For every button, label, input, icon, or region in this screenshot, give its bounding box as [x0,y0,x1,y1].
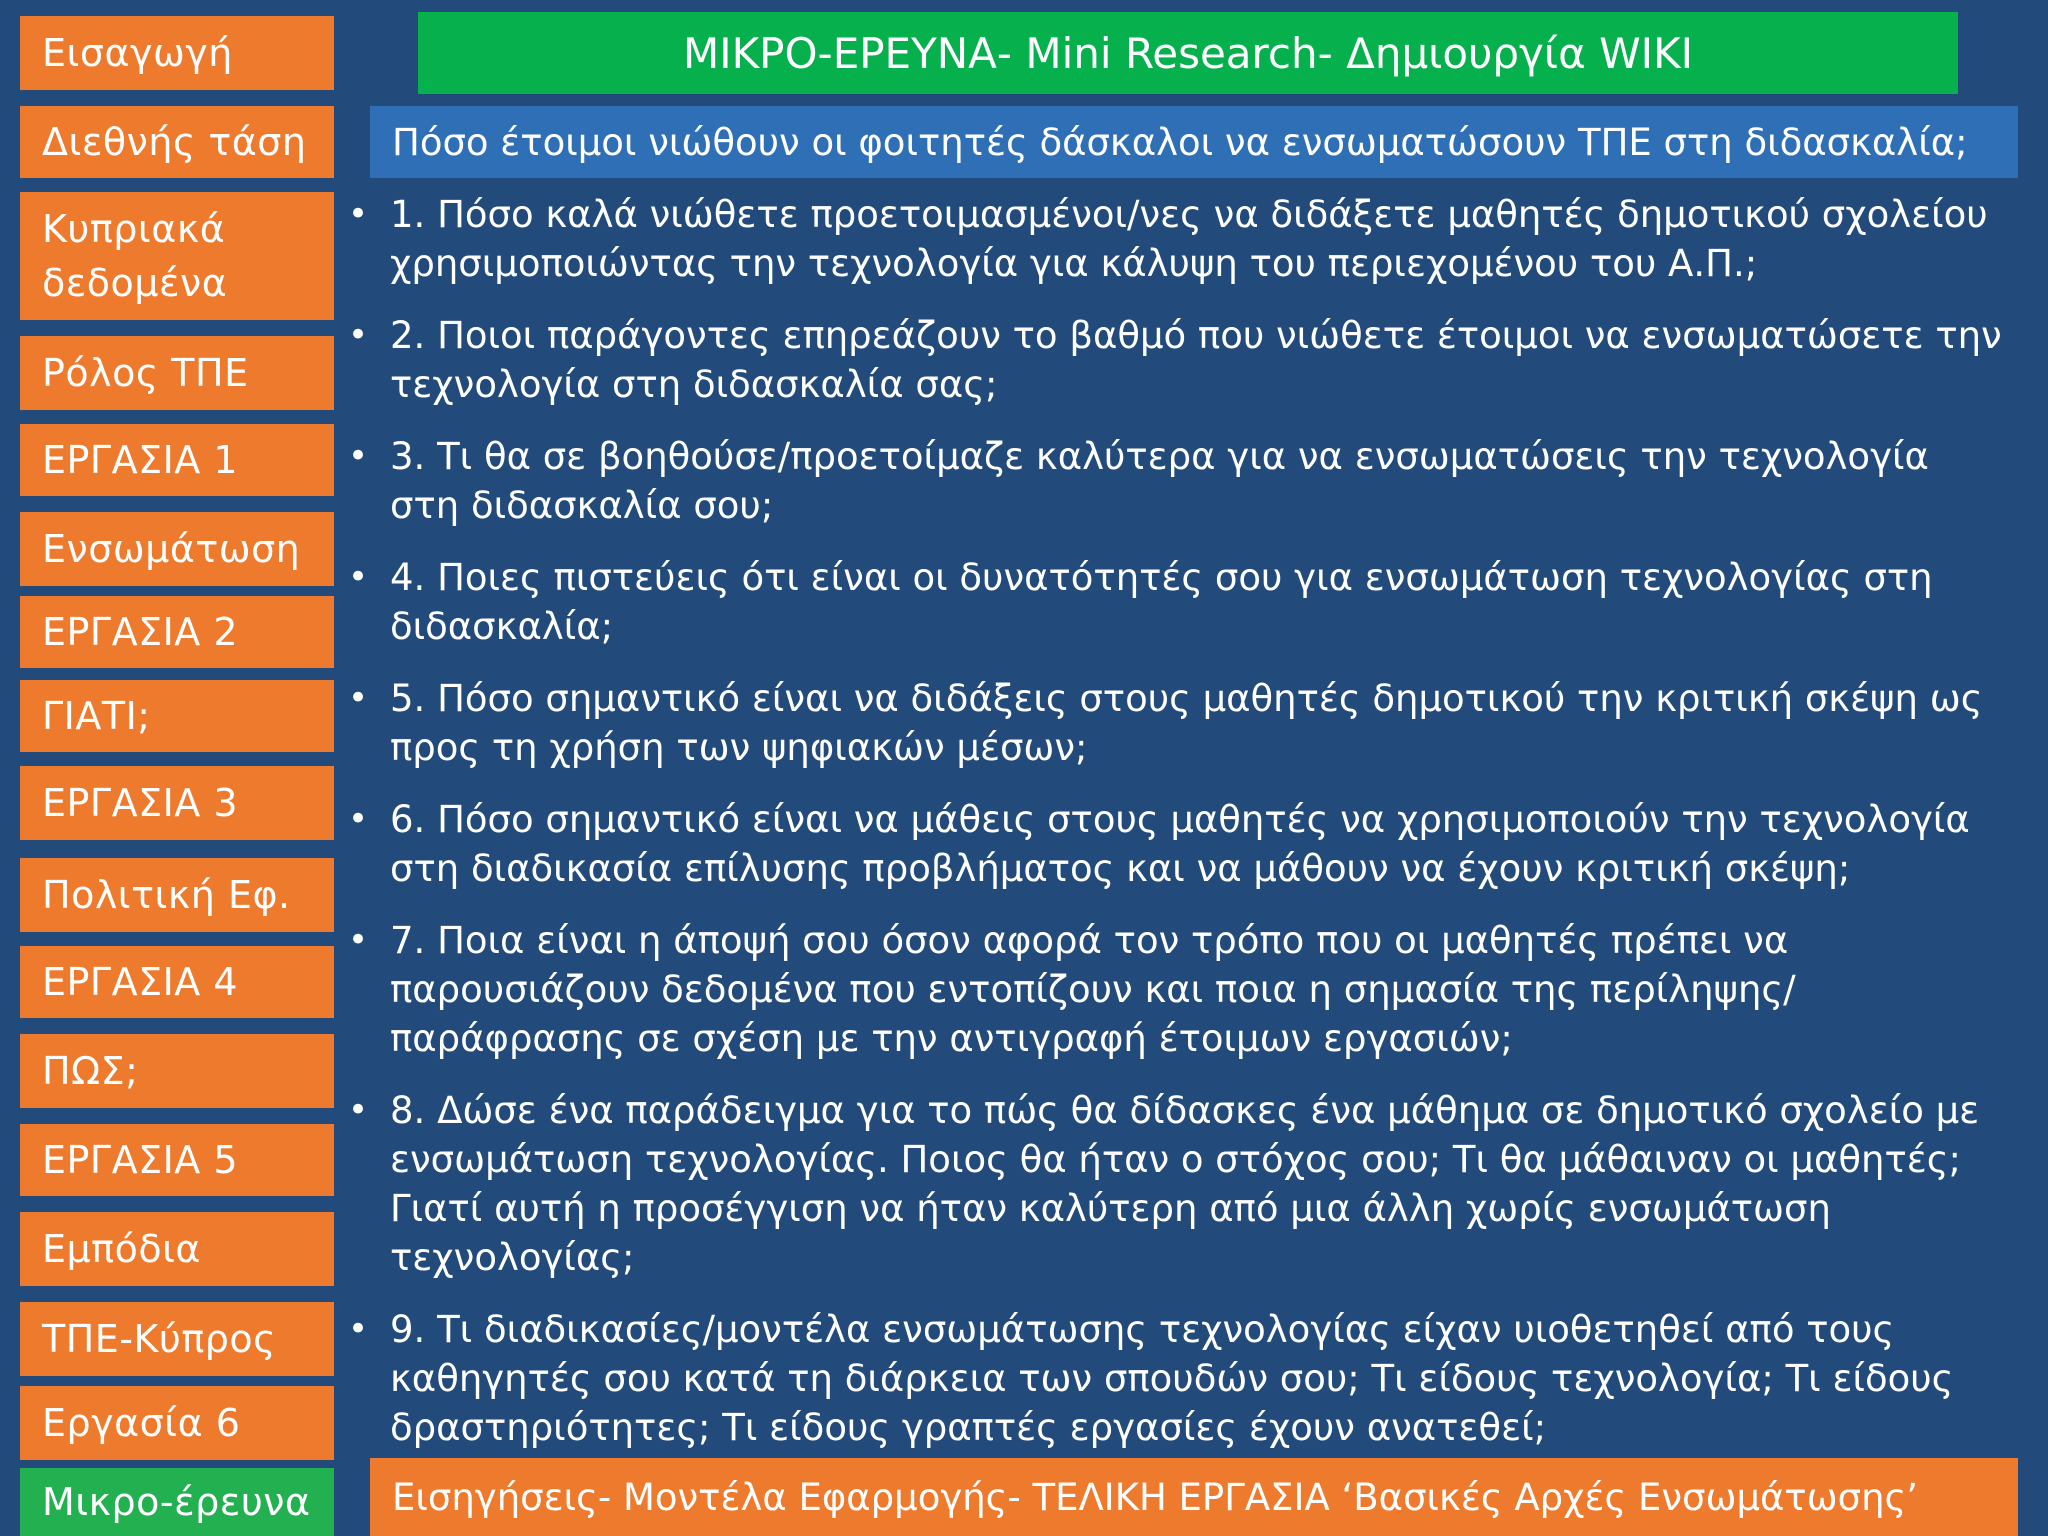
nav-item-task-1[interactable] [20,424,334,496]
nav-item-how[interactable] [20,1034,334,1108]
nav-item-task-3[interactable] [20,766,334,840]
nav-item-label: ΕΡΓΑΣΙΑ 5 [42,1138,239,1182]
nav-item-label: Διεθνής τάση [42,120,307,164]
bullet-icon: • [348,1309,369,1349]
nav-item-intro[interactable] [20,16,334,90]
nav-item-ict-role[interactable] [20,336,334,410]
bullet-icon: • [348,194,369,234]
nav-item-integration[interactable] [20,512,334,586]
list-item [348,1086,2008,1282]
bullet-icon: • [348,436,369,476]
question-list [348,190,2008,1475]
list-item [348,916,2008,1063]
nav-item-obstacles[interactable] [20,1212,334,1286]
nav-item-cyprus-data[interactable] [20,192,334,320]
bullet-icon: • [348,557,369,597]
page-title-text: ΜΙΚΡΟ-ΕΡΕΥΝΑ- Mini Research- Δημιουργία WIKI [682,28,1693,78]
list-item-text: 1. Πόσο καλά νιώθετε προετοιμασμένοι/νες να διδάξετε μαθητές δημοτικού σχολείου χρησιμοποιώντας την τεχνολογία για κάλυψη του περιεχομένου του Α.Π.; [390,193,1988,285]
nav-item-label: Ενσωμάτωση [42,527,301,571]
nav-item-international-trend[interactable] [20,106,334,178]
list-item-text: 8. Δώσε ένα παράδειγμα για το πώς θα δίδασκες ένα μάθημα σε δημοτικό σχολείο με ενσωμάτωση τεχνολογίας. Ποιος θα ήταν ο στόχος σου; Τι θα μάθαιναν οι μαθητές; Γιατί αυτή η προσέγγιση να ήταν καλύτερη από μια άλλη χωρίς ενσωμάτωση τεχνολογίας; [390,1089,1980,1279]
nav-item-label: Ρόλος ΤΠΕ [42,351,249,395]
nav-item-label: Εργασία 6 [42,1401,241,1445]
list-item-text: 9. Τι διαδικασίες/μοντέλα ενσωμάτωσης τεχνολογίας είχαν υιοθετηθεί από τους καθηγητές σου κατά τη διάρκεια των σπουδών σου; Τι είδους τεχνολογία; Τι είδους δραστηριότητες; Τι είδους γραπτές εργασίες έχουν ανατεθεί; [390,1308,1954,1449]
list-item [348,674,2008,772]
nav-item-task-4[interactable] [20,946,334,1018]
nav-item-task-5[interactable] [20,1124,334,1196]
nav-item-label: ΓΙΑΤΙ; [42,694,151,738]
list-item [348,311,2008,409]
research-question [370,106,2018,178]
nav-item-ict-cyprus[interactable] [20,1302,334,1376]
nav-item-label: ΕΡΓΑΣΙΑ 2 [42,610,239,654]
list-item [348,553,2008,651]
bullet-icon: • [348,678,369,718]
list-item-text: 4. Ποιες πιστεύεις ότι είναι οι δυνατότητές σου για ενσωμάτωση τεχνολογίας στη διδασκαλία; [390,556,1933,648]
nav-item-label: ΠΩΣ; [42,1049,139,1093]
research-question-text: Πόσο έτοιμοι νιώθουν οι φοιτητές δάσκαλοι να ενσωματώσουν ΤΠΕ στη διδασκαλία; [392,120,1968,164]
page-title [418,12,1958,94]
bullet-icon: • [348,799,369,839]
nav-item-label: ΕΡΓΑΣΙΑ 1 [42,438,239,482]
nav-item-policy-application[interactable] [20,858,334,932]
bullet-icon: • [348,920,369,960]
nav-item-mini-research[interactable] [20,1468,334,1536]
nav-item-label: ΤΠΕ-Κύπρος [42,1317,276,1361]
list-item [348,1305,2008,1452]
nav-item-task-6[interactable] [20,1386,334,1460]
nav-item-why[interactable] [20,680,334,752]
nav-item-task-2[interactable] [20,596,334,668]
nav-item-label: Μικρο-έρευνα [42,1480,311,1524]
nav-item-label: Κυπριακά δεδομένα [42,207,228,305]
list-item [348,795,2008,893]
nav-item-label: Πολιτική Εφ. [42,873,291,917]
bullet-icon: • [348,1090,369,1130]
nav-item-label: ΕΡΓΑΣΙΑ 4 [42,960,239,1004]
list-item-text: 6. Πόσο σημαντικό είναι να μάθεις στους μαθητές να χρησιμοποιούν την τεχνολογία στη διαδικασία επίλυσης προβλήματος και να μάθουν να έχουν κριτική σκέψη; [390,798,1970,890]
nav-item-label: Εισαγωγή [42,31,233,75]
list-item-text: 5. Πόσο σημαντικό είναι να διδάξεις στους μαθητές δημοτικού την κριτική σκέψη ως προς τη χρήση των ψηφιακών μέσων; [390,677,1983,769]
list-item-text: 2. Ποιοι παράγοντες επηρεάζουν το βαθμό που νιώθετε έτοιμοι να ενσωματώσετε την τεχνολογία στη διδασκαλία σας; [390,314,2002,406]
nav-item-label: Εμπόδια [42,1227,201,1271]
final-assignment-text: Εισηγήσεις- Μοντέλα Εφαρμογής- ΤΕΛΙΚΗ ΕΡΓΑΣΙΑ ‘Βασικές Αρχές Ενσωμάτωσης’ [392,1475,1919,1519]
list-item-text: 7. Ποια είναι η άποψή σου όσον αφορά τον τρόπο που οι μαθητές πρέπει να παρουσιάζουν δεδομένα που εντοπίζουν και ποια η σημασία της περίληψης/παράφρασης σε σχέση με την αντιγραφή έτοιμων εργασιών; [390,919,1796,1060]
list-item [348,432,2008,530]
list-item [348,190,2008,288]
final-assignment-link[interactable] [370,1458,2018,1536]
nav-item-label: ΕΡΓΑΣΙΑ 3 [42,781,239,825]
list-item-text: 3. Τι θα σε βοηθούσε/προετοίμαζε καλύτερα για να ενσωματώσεις την τεχνολογία στη διδασκαλία σου; [390,435,1929,527]
bullet-icon: • [348,315,369,355]
